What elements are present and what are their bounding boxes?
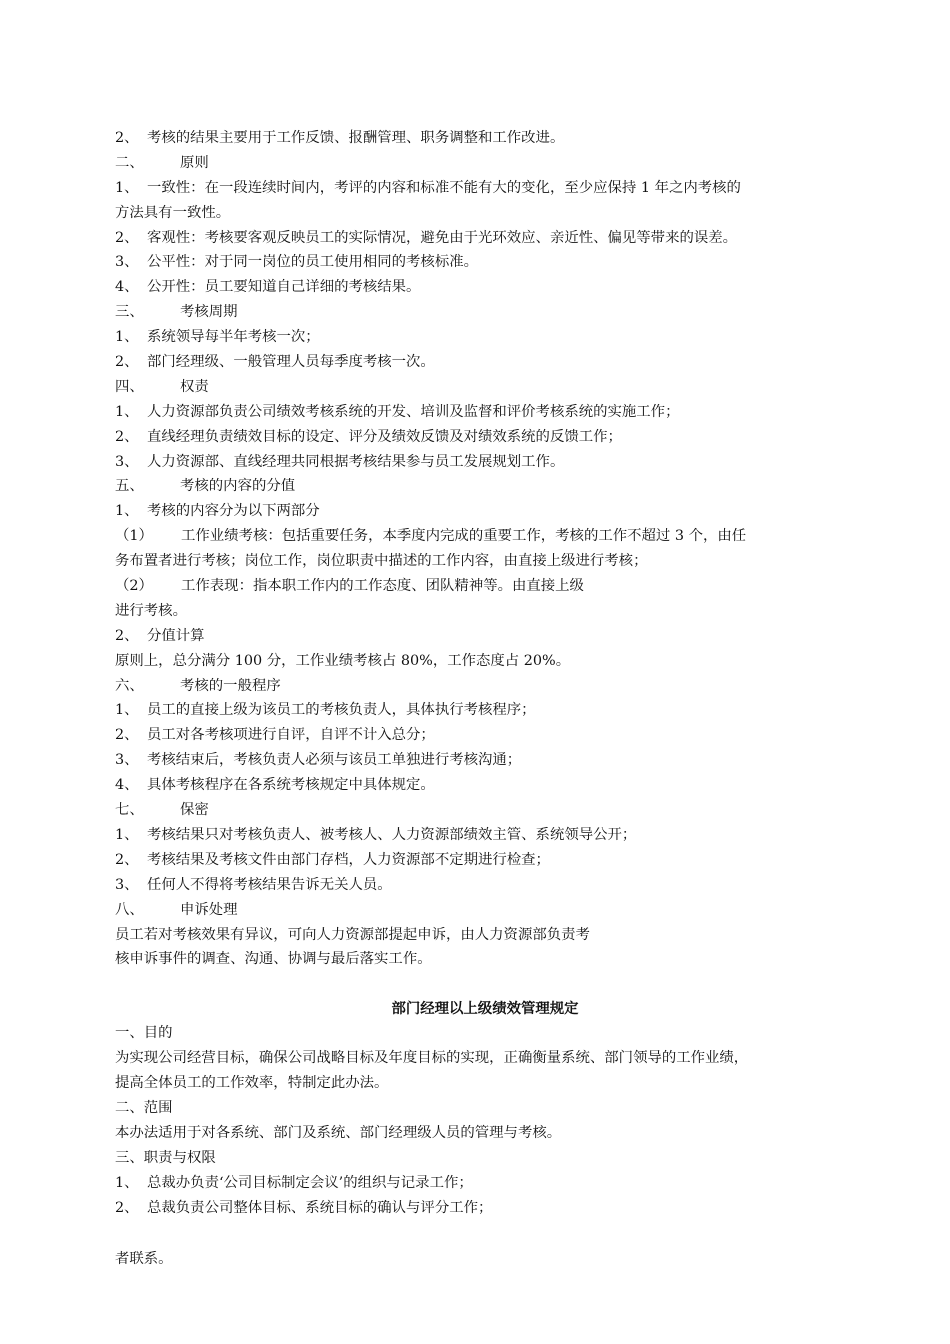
- section-heading: [115, 798, 855, 823]
- list-item: [115, 723, 855, 748]
- item-number: 3、: [115, 876, 139, 893]
- item-number: 八、: [115, 901, 144, 918]
- item-number: 3、: [115, 453, 139, 470]
- item-text: 工作业绩考核：包括重要任务，本季度内完成的重要工作，考核的工作不超过 3 个，由任: [181, 528, 747, 545]
- footer-fragment: 者联系。: [115, 1251, 173, 1267]
- list-item: [115, 1196, 855, 1221]
- item-text: 权责: [180, 378, 209, 395]
- section-heading: [115, 474, 855, 499]
- item-number: 1、: [115, 403, 139, 420]
- item-text: 二、范围: [115, 1099, 173, 1116]
- spacer: [115, 972, 855, 996]
- item-number: 2、: [115, 428, 139, 445]
- section-heading: [115, 898, 855, 923]
- item-number: 1、: [115, 702, 139, 719]
- text-line: [115, 1021, 855, 1046]
- item-text: 分值计算: [147, 627, 205, 644]
- item-number: 四、: [115, 378, 144, 395]
- item-number: （2）: [115, 578, 153, 595]
- list-item: [115, 250, 855, 275]
- list-item: [115, 848, 855, 873]
- item-text: 考核结果及考核文件由部门存档，人力资源部不定期进行检查；: [147, 851, 550, 868]
- item-text: 公开性：员工要知道自己详细的考核结果。: [147, 279, 421, 296]
- item-text: 申诉处理: [180, 901, 238, 918]
- list-item: [115, 126, 855, 151]
- item-number: 1、: [115, 826, 139, 843]
- item-text: 考核的结果主要用于工作反馈、报酬管理、职务调整和工作改进。: [147, 130, 565, 146]
- item-text: 系统领导每半年考核一次；: [147, 329, 320, 346]
- item-text: 保密: [180, 802, 209, 819]
- text-line: [115, 649, 855, 674]
- item-text: 具体考核程序在各系统考核规定中具体规定。: [147, 777, 435, 794]
- item-text: 提高全体员工的工作效率，特制定此办法。: [115, 1075, 389, 1092]
- item-text: 公平性：对于同一岗位的员工使用相同的考核标准。: [147, 254, 478, 271]
- item-number: 2、: [115, 727, 139, 744]
- text-line: [115, 947, 855, 972]
- item-text: 总裁办负责‘公司目标制定会议’的组织与记录工作；: [147, 1174, 473, 1191]
- item-text: 核申诉事件的调查、沟通、协调与最后落实工作。: [115, 951, 432, 968]
- list-item: [115, 873, 855, 898]
- item-text: 考核结果只对考核负责人、被考核人、人力资源部绩效主管、系统领导公开；: [147, 826, 637, 843]
- item-text: 本办法适用于对各系统、部门及系统、部门经理级人员的管理与考核。: [115, 1124, 562, 1141]
- item-text: 考核周期: [180, 304, 238, 321]
- item-number: 五、: [115, 478, 144, 495]
- section-heading: [115, 151, 855, 176]
- item-number: 2、: [115, 627, 139, 644]
- document-body: [115, 126, 855, 1220]
- list-item: [115, 773, 855, 798]
- item-number: 三、: [115, 304, 144, 321]
- list-item: [115, 400, 855, 425]
- list-item: [115, 325, 855, 350]
- item-text: 员工对各考核项进行自评，自评不计入总分；: [147, 727, 435, 744]
- list-item: [115, 524, 855, 549]
- text-line: [115, 599, 855, 624]
- item-text: 进行考核。: [115, 602, 187, 619]
- item-text: 员工的直接上级为该员工的考核负责人，具体执行考核程序；: [147, 702, 536, 719]
- text-line: [115, 1096, 855, 1121]
- item-text: 考核的内容分为以下两部分: [147, 503, 320, 520]
- item-number: 2、: [115, 851, 139, 868]
- list-item: [115, 450, 855, 475]
- item-number: 1、: [115, 179, 139, 196]
- list-item: [115, 823, 855, 848]
- text-line: [115, 923, 855, 948]
- section-heading: [115, 674, 855, 699]
- item-text: 原则: [180, 154, 209, 171]
- text-line: [115, 1146, 855, 1171]
- item-text: 人力资源部、直线经理共同根据考核结果参与员工发展规划工作。: [147, 453, 565, 470]
- list-item: [115, 275, 855, 300]
- item-number: 3、: [115, 254, 139, 271]
- item-number: 2、: [115, 1199, 139, 1216]
- text-line: [115, 201, 855, 226]
- list-item: [115, 1171, 855, 1196]
- list-item: [115, 574, 855, 599]
- item-text: 为实现公司经营目标，确保公司战略目标及年度目标的实现，正确衡量系统、部门领导的工作业绩，: [115, 1050, 749, 1067]
- item-text: 员工若对考核效果有异议，可向人力资源部提起申诉，由人力资源部负责考: [115, 926, 590, 943]
- item-number: 1、: [115, 1174, 139, 1191]
- item-number: 3、: [115, 752, 139, 769]
- item-text: 人力资源部负责公司绩效考核系统的开发、培训及监督和评价考核系统的实施工作；: [147, 403, 680, 420]
- item-text: 原则上，总分满分 100 分，工作业绩考核占 80%，工作态度占 20%。: [115, 652, 571, 669]
- item-text: 部门经理级、一般管理人员每季度考核一次。: [147, 354, 435, 371]
- text-line: [115, 549, 855, 574]
- item-text: 三、职责与权限: [115, 1149, 216, 1166]
- item-number: 1、: [115, 503, 139, 520]
- item-text: 一致性：在一段连续时间内，考评的内容和标准不能有大的变化，至少应保持 1 年之内考核的: [147, 179, 741, 196]
- item-number: 1、: [115, 329, 139, 346]
- list-item: [115, 748, 855, 773]
- list-item: [115, 425, 855, 450]
- text-line: [115, 1071, 855, 1096]
- item-text: 工作表现：指本职工作内的工作态度、团队精神等。由直接上级: [181, 578, 584, 595]
- section-heading: [115, 375, 855, 400]
- list-item: [115, 698, 855, 723]
- item-text: 考核的内容的分值: [180, 478, 296, 495]
- list-item: [115, 350, 855, 375]
- item-number: 2、: [115, 229, 139, 246]
- item-text: 总裁负责公司整体目标、系统目标的确认与评分工作；: [147, 1199, 493, 1216]
- item-number: 4、: [115, 279, 139, 296]
- item-number: 2、: [115, 354, 139, 371]
- list-item: [115, 624, 855, 649]
- item-number: 2、: [115, 130, 139, 146]
- item-text: 一、目的: [115, 1025, 173, 1042]
- item-text: 考核的一般程序: [180, 677, 281, 694]
- list-item: [115, 499, 855, 524]
- section-heading: [115, 300, 855, 325]
- item-number: （1）: [115, 528, 153, 545]
- item-text: 直线经理负责绩效目标的设定、评分及绩效反馈及对绩效系统的反馈工作；: [147, 428, 622, 445]
- list-item: [115, 226, 855, 251]
- item-number: 二、: [115, 154, 144, 171]
- list-item: [115, 176, 855, 201]
- item-text: 方法具有一致性。: [115, 204, 231, 221]
- text-line: [115, 1046, 855, 1071]
- document-title: 部门经理以上级绩效管理规定: [391, 1000, 579, 1018]
- item-text: 任何人不得将考核结果告诉无关人员。: [147, 876, 392, 893]
- item-number: 六、: [115, 677, 144, 694]
- text-line: [115, 1121, 855, 1146]
- item-number: 4、: [115, 777, 139, 794]
- item-number: 七、: [115, 802, 144, 819]
- item-text: 考核结束后，考核负责人必须与该员工单独进行考核沟通；: [147, 752, 522, 769]
- item-text: 客观性：考核要客观反映员工的实际情况，避免由于光环效应、亲近性、偏见等带来的误差。: [147, 229, 738, 246]
- item-text: 务布置者进行考核；岗位工作，岗位职责中描述的工作内容，由直接上级进行考核；: [115, 553, 648, 570]
